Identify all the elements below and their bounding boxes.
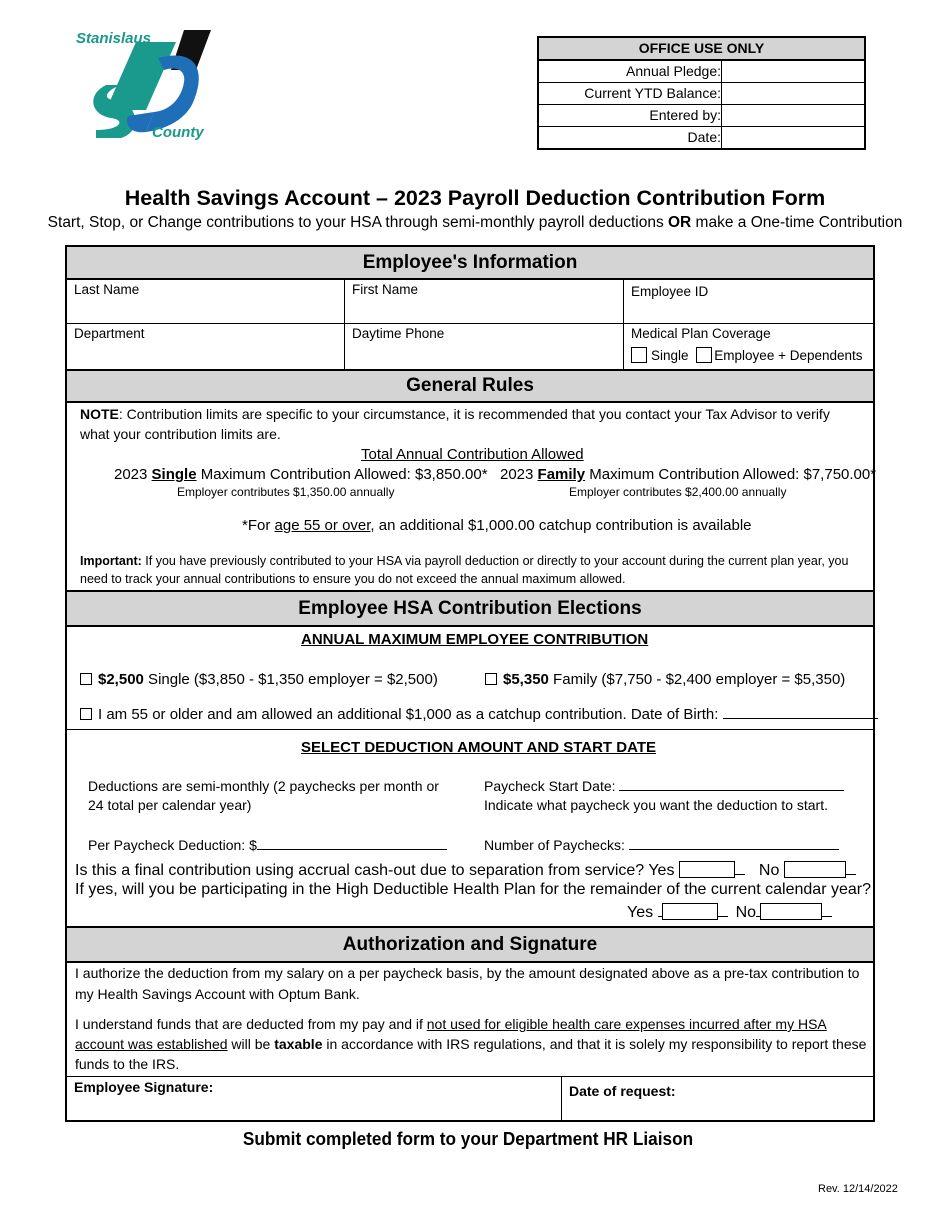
office-row-annual-pledge bbox=[539, 60, 864, 82]
important-line-1 bbox=[80, 554, 848, 568]
office-label: Current YTD Balance: bbox=[539, 83, 722, 104]
county-logo bbox=[76, 30, 216, 146]
start-date-field[interactable] bbox=[619, 790, 844, 791]
family-word: Family bbox=[537, 466, 586, 483]
page-title: Health Savings Account – 2023 Payroll Deduction Contribution Form bbox=[124, 186, 826, 210]
subtitle-or: OR bbox=[668, 214, 692, 231]
employee-id-label: Employee ID bbox=[631, 284, 709, 299]
num-paychecks-field[interactable] bbox=[629, 849, 839, 850]
first-name-field[interactable] bbox=[345, 280, 623, 323]
final-contribution-question bbox=[75, 861, 856, 880]
submit-instruction: Submit completed form to your Department HR Liaison bbox=[242, 1128, 694, 1149]
catchup-checkbox[interactable] bbox=[80, 708, 92, 720]
single-word: Single bbox=[151, 466, 197, 483]
office-label: Entered by: bbox=[539, 105, 722, 126]
auth-para2-line3: funds to the IRS. bbox=[75, 1056, 180, 1072]
office-date-field[interactable] bbox=[722, 127, 864, 148]
note-label: NOTE bbox=[80, 406, 119, 422]
para2-taxable: taxable bbox=[274, 1036, 323, 1052]
catchup-info bbox=[242, 517, 752, 534]
para2-post: in accordance with IRS regulations, and that it is solely my responsibility to report these bbox=[322, 1036, 867, 1052]
date-request-label: Date of request: bbox=[569, 1083, 676, 1099]
employee-signature-field[interactable] bbox=[67, 1077, 561, 1120]
office-row-date bbox=[539, 126, 864, 148]
single-amount-checkbox[interactable] bbox=[80, 673, 92, 685]
para2-underline-2: account was established bbox=[75, 1036, 228, 1052]
important-text: If you have previously contributed to your HSA via payroll deduction or directly to your account during the current plan year, you bbox=[141, 554, 849, 568]
office-row-entered-by bbox=[539, 104, 864, 126]
office-row-ytd-balance bbox=[539, 82, 864, 104]
first-name-label: First Name bbox=[352, 282, 419, 297]
last-name-label: Last Name bbox=[74, 282, 140, 297]
ytd-balance-field[interactable] bbox=[722, 83, 864, 104]
auth-para1-line1: I authorize the deduction from my salary on a per paycheck basis, by the amount designated above as a pre-tax contribution to bbox=[75, 965, 860, 981]
catchup-text: I am 55 or older and am allowed an additional $1,000 as a catchup contribution. Date of Birth: bbox=[98, 706, 723, 723]
semi-monthly-line-1: Deductions are semi-monthly (2 paychecks per month or bbox=[88, 778, 439, 794]
employee-dependents-checkbox[interactable] bbox=[696, 347, 712, 363]
section-employee-info: Employee's Information bbox=[67, 247, 873, 280]
employer-single-text: Employer contributes $1,350.00 annually bbox=[177, 485, 395, 499]
office-use-header: OFFICE USE ONLY bbox=[539, 38, 864, 60]
catchup-post: , an additional $1,000.00 catchup contribution is available bbox=[370, 517, 752, 534]
subtitle-pre: Start, Stop, or Change contributions to your HSA through semi-monthly payroll deductions bbox=[47, 214, 668, 231]
section-elections: Employee HSA Contribution Elections bbox=[67, 590, 873, 627]
office-label: Date: bbox=[539, 127, 722, 148]
department-label: Department bbox=[74, 326, 145, 341]
start-date-label: Paycheck Start Date: bbox=[484, 778, 620, 794]
medical-plan-cell bbox=[624, 324, 873, 370]
family-option bbox=[485, 671, 845, 688]
note-line-2: what your contribution limits are. bbox=[80, 426, 281, 442]
last-name-field[interactable] bbox=[67, 280, 344, 323]
catchup-pre: *For bbox=[242, 517, 275, 534]
date-of-birth-field[interactable] bbox=[723, 718, 878, 719]
per-paycheck-field[interactable] bbox=[257, 849, 447, 850]
single-amount: $2,500 bbox=[98, 671, 144, 688]
single-post: Maximum Contribution Allowed: $3,850.00* bbox=[196, 466, 488, 483]
logo-text-top: Stanislaus bbox=[76, 30, 152, 47]
note-line-1 bbox=[80, 406, 830, 422]
office-use-box bbox=[537, 36, 866, 150]
daytime-phone-label: Daytime Phone bbox=[352, 326, 445, 341]
hdhp-yes-label: Yes bbox=[627, 904, 654, 921]
date-of-request-field[interactable] bbox=[562, 1077, 873, 1120]
section-general-rules: General Rules bbox=[67, 369, 873, 403]
note-text: : Contribution limits are specific to your circumstance, it is recommended that you contact your Tax Advisor to verify bbox=[118, 406, 830, 422]
important-line-2: need to track your annual contributions to ensure you do not exceed the annual maximum allowed. bbox=[80, 572, 626, 586]
para2-mid: will be bbox=[227, 1036, 275, 1052]
per-paycheck-line bbox=[88, 837, 447, 853]
num-paychecks-line bbox=[484, 837, 839, 853]
catchup-option bbox=[80, 706, 878, 723]
annual-max-heading: ANNUAL MAXIMUM EMPLOYEE CONTRIBUTION bbox=[301, 631, 649, 648]
num-paychecks-label: Number of Paychecks: bbox=[484, 837, 629, 853]
hdhp-no-label: No bbox=[735, 904, 757, 921]
per-paycheck-label: Per Paycheck Deduction: $ bbox=[88, 837, 257, 853]
para2-pre: I understand funds that are deducted from my pay and if bbox=[75, 1016, 427, 1032]
family-amount: $5,350 bbox=[503, 671, 549, 688]
family-post: Maximum Contribution Allowed: $7,750.00* bbox=[585, 466, 877, 483]
entered-by-field[interactable] bbox=[722, 105, 864, 126]
para2-underline-1: not used for eligible health care expenses incurred after my HSA bbox=[426, 1016, 827, 1032]
hdhp-question: If yes, will you be participating in the High Deductible Health Plan for the remainder of the current calendar year? bbox=[75, 881, 871, 898]
daytime-phone-field[interactable] bbox=[345, 324, 623, 370]
employee-id-field[interactable] bbox=[624, 282, 873, 323]
family-pre: 2023 bbox=[500, 466, 538, 483]
single-coverage-checkbox[interactable] bbox=[631, 347, 647, 363]
employer-family-text: Employer contributes $2,400.00 annually bbox=[569, 485, 787, 499]
annual-pledge-field[interactable] bbox=[722, 61, 864, 82]
important-label: Important: bbox=[80, 554, 142, 568]
employee-dependents-label: Employee + Dependents bbox=[714, 348, 863, 363]
final-no-box[interactable] bbox=[784, 861, 846, 878]
auth-para1-line2: my Health Savings Account with Optum Bank. bbox=[75, 986, 360, 1002]
subtitle-post: make a One-time Contribution bbox=[691, 214, 903, 231]
hdhp-answers bbox=[627, 903, 832, 922]
final-question-text: Is this a final contribution using accrual cash-out due to separation from service? Yes bbox=[75, 862, 675, 879]
office-label: Annual Pledge: bbox=[539, 61, 722, 82]
single-max-text bbox=[114, 466, 488, 483]
medical-plan-label: Medical Plan Coverage bbox=[631, 326, 771, 341]
single-coverage-label: Single bbox=[651, 348, 689, 363]
revision-date: Rev. 12/14/2022 bbox=[818, 1183, 898, 1195]
department-field[interactable] bbox=[67, 324, 344, 370]
family-amount-checkbox[interactable] bbox=[485, 673, 497, 685]
hdhp-no-box[interactable] bbox=[760, 903, 822, 920]
page-subtitle bbox=[0, 214, 950, 232]
start-date-hint: Indicate what paycheck you want the deduction to start. bbox=[484, 797, 828, 813]
final-no-label: No bbox=[758, 862, 780, 879]
contribution-form bbox=[65, 245, 875, 1122]
deduction-heading: SELECT DEDUCTION AMOUNT AND START DATE bbox=[301, 739, 656, 756]
section-authorization: Authorization and Signature bbox=[67, 926, 873, 963]
start-date-line bbox=[484, 778, 844, 794]
total-allowed-heading: Total Annual Contribution Allowed bbox=[361, 446, 584, 463]
logo-text-bottom: County bbox=[152, 124, 204, 141]
single-option bbox=[80, 671, 438, 688]
auth-para2-line1 bbox=[75, 1016, 827, 1032]
family-max-text bbox=[500, 466, 876, 483]
hdhp-yes-box[interactable] bbox=[662, 903, 718, 920]
auth-para2-line2 bbox=[75, 1036, 866, 1052]
catchup-age: age 55 or over bbox=[274, 517, 371, 534]
single-pre: 2023 bbox=[114, 466, 152, 483]
family-amount-text: Family ($7,750 - $2,400 employer = $5,350) bbox=[548, 671, 846, 688]
final-yes-box[interactable] bbox=[679, 861, 735, 878]
semi-monthly-line-2: 24 total per calendar year) bbox=[88, 797, 252, 813]
signature-label: Employee Signature: bbox=[74, 1079, 214, 1095]
single-amount-text: Single ($3,850 - $1,350 employer = $2,500) bbox=[143, 671, 438, 688]
